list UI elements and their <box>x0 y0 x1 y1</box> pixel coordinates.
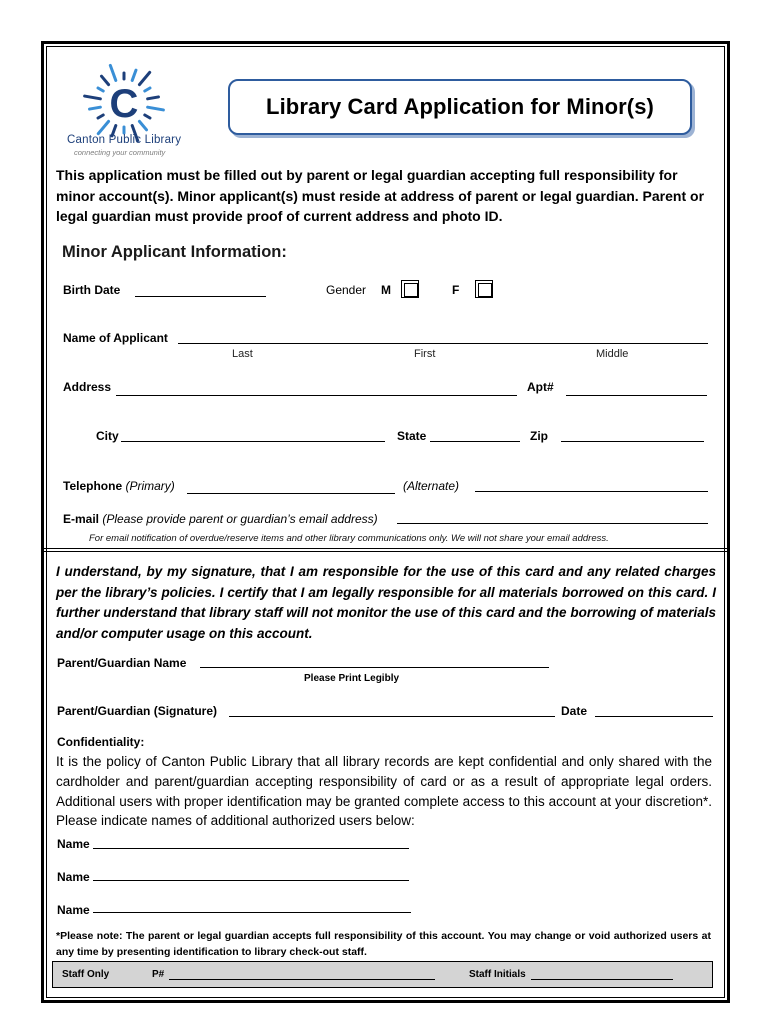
city-label: City <box>96 429 119 443</box>
minor-section-heading: Minor Applicant Information: <box>62 243 287 261</box>
guardian-name-label: Parent/Guardian Name <box>57 656 187 670</box>
logo-ray <box>148 97 159 99</box>
telephone-label-text: Telephone <box>63 479 123 493</box>
date-label: Date <box>561 704 588 718</box>
agreement-text: I understand, by my signature, that I am responsible for the use of this card and any related charges per the library’s policies. I certify that I am legally responsible for all materials borrowed on this card. I further understand that library staff will not monitor the use of this card and the borrowing of materials and/or computer usage on this account. <box>56 564 716 641</box>
birth-date-field[interactable] <box>135 296 266 297</box>
gender-m-checkbox[interactable] <box>401 280 419 298</box>
page-title: Library Card Application for Minor(s) <box>266 94 654 119</box>
telephone-primary-field[interactable] <box>187 493 395 494</box>
email-label-row <box>63 512 378 526</box>
zip-field[interactable] <box>561 441 704 442</box>
authorized-name-field-1[interactable] <box>93 848 409 849</box>
logo-ray <box>145 115 150 118</box>
logo-ray <box>85 96 101 99</box>
authorized-name-field-3[interactable] <box>93 912 411 913</box>
logo-name: Canton Public Library <box>67 134 182 146</box>
telephone-primary-hint: (Primary) <box>125 479 175 493</box>
p-number-field[interactable] <box>169 979 435 980</box>
birth-date-label: Birth Date <box>63 283 121 297</box>
logo-ray <box>139 121 146 129</box>
telephone-alternate-field[interactable] <box>475 491 708 492</box>
telephone-label <box>63 479 175 493</box>
logo-ray <box>98 121 108 133</box>
staff-initials-label: Staff Initials <box>469 969 526 980</box>
logo-ray <box>90 107 101 109</box>
logo-ray <box>132 70 136 80</box>
name-sub-last: Last <box>232 348 253 360</box>
name-sub-first: First <box>414 348 436 360</box>
applicant-name-label: Name of Applicant <box>63 331 168 345</box>
apt-label: Apt# <box>527 380 554 394</box>
gender-f-checkbox[interactable] <box>475 280 493 298</box>
zip-label: Zip <box>530 429 548 443</box>
logo-ray <box>139 72 149 84</box>
email-field[interactable] <box>397 523 708 524</box>
guardian-signature-label: Parent/Guardian (Signature) <box>57 704 218 718</box>
authorized-name-label-1: Name <box>57 837 90 851</box>
authorized-name-label-2: Name <box>57 870 90 884</box>
authorized-name-field-2[interactable] <box>93 880 409 881</box>
logo-tagline: connecting your community <box>74 148 166 157</box>
p-number-label: P# <box>152 969 165 980</box>
address-field[interactable] <box>116 395 517 396</box>
logo-ray <box>98 88 103 91</box>
logo-ray <box>102 76 109 84</box>
logo-letter: C <box>109 82 139 126</box>
city-field[interactable] <box>121 441 385 442</box>
section-divider <box>44 548 728 552</box>
confidentiality-text: It is the policy of Canton Public Library that all library records are kept confidential and only shared with the cardholder and parent/guardian accepting responsibility of card or as a result of appropriate legal orders. Additional users with proper identification may be granted complete access to this account at your discretion*. Please indicate names of additional authorized users below: <box>56 754 712 829</box>
print-legibly-note: Please Print Legibly <box>304 673 400 684</box>
staff-only-box <box>52 961 713 988</box>
gender-f-label: F <box>452 283 460 297</box>
state-field[interactable] <box>430 441 520 442</box>
logo-ray <box>98 115 103 118</box>
guardian-name-field[interactable] <box>200 667 549 668</box>
apt-field[interactable] <box>566 395 707 396</box>
intro-text: This application must be filled out by parent or legal guardian accepting full responsibility for minor account(s). Minor applicant(s) must reside at address of parent or legal guardian. Parent or legal guardian must provide proof of current address and photo ID. <box>56 167 705 224</box>
staff-only-label: Staff Only <box>62 969 110 980</box>
name-sub-middle: Middle <box>596 348 629 360</box>
staff-initials-field[interactable] <box>531 979 673 980</box>
footnote-text: *Please note: The parent or legal guardian accepts full responsibility of this account. You may change or void authorized users at any time by presenting identification to library check-out staff. <box>56 930 711 958</box>
email-hint: (Please provide parent or guardian’s email address) <box>102 512 378 526</box>
gender-m-label: M <box>381 283 391 297</box>
logo-ray <box>110 65 115 80</box>
date-field[interactable] <box>595 716 713 717</box>
confidentiality-heading: Confidentiality: <box>57 735 145 749</box>
address-label: Address <box>63 380 112 394</box>
gender-label: Gender <box>326 283 367 297</box>
logo-ray <box>145 88 150 91</box>
authorized-name-label-3: Name <box>57 903 90 917</box>
logo-ray <box>148 107 164 110</box>
applicant-name-field[interactable] <box>178 343 708 344</box>
title-box <box>228 79 692 135</box>
telephone-alternate-hint: (Alternate) <box>403 479 460 493</box>
email-label: E-mail <box>63 512 100 526</box>
guardian-signature-field[interactable] <box>229 716 555 717</box>
state-label: State <box>397 429 427 443</box>
email-note: For email notification of overdue/reserve items and other library communications only. We will not share your email address. <box>89 533 609 544</box>
